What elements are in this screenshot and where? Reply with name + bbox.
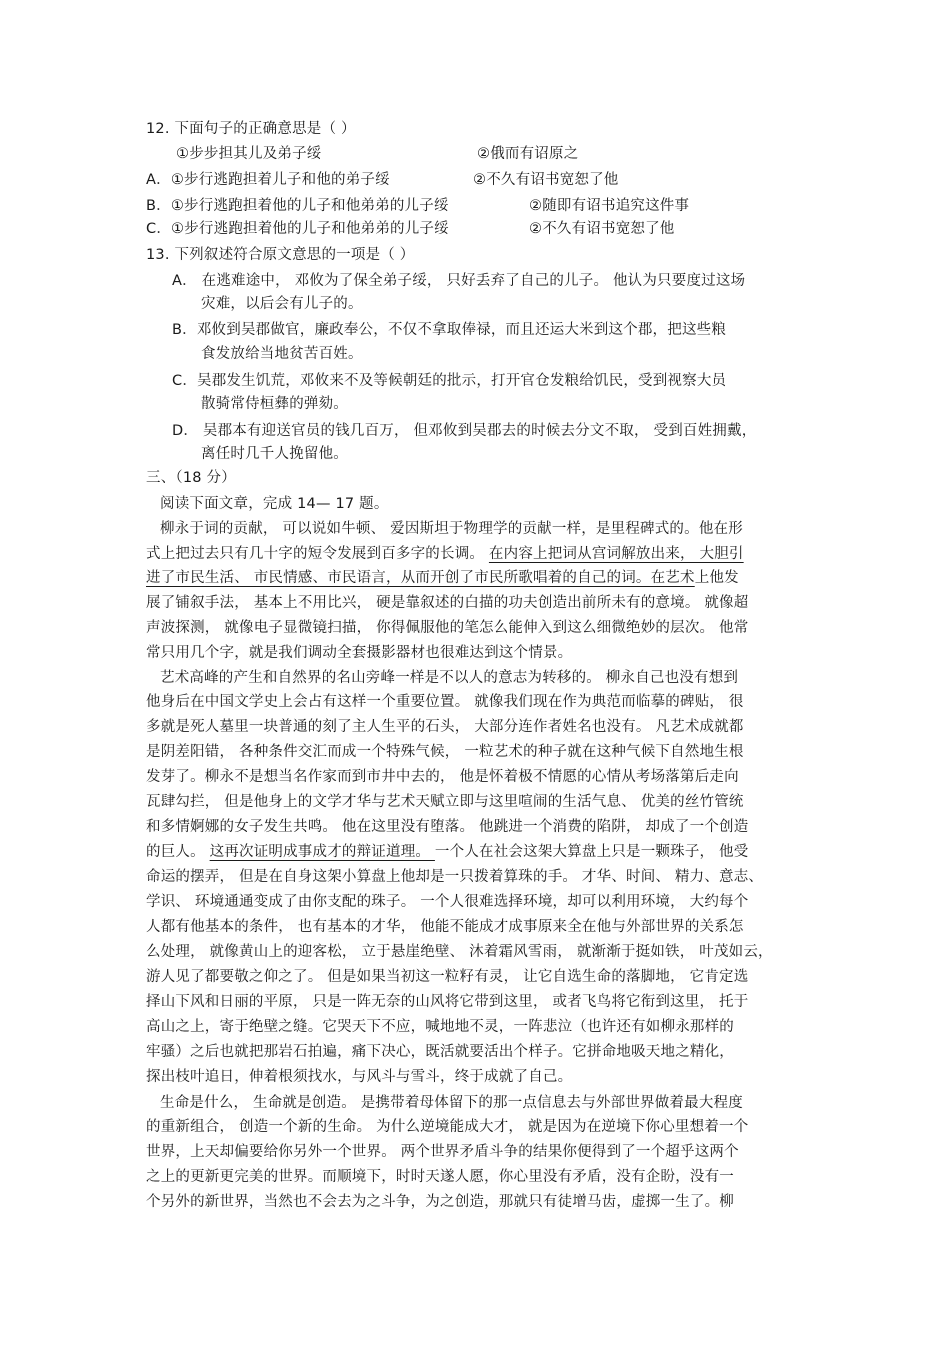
passage-line: 人都有他基本的条件， 也有基本的才华， 他能不能成才成事原来全在他与外部世界的关系怎	[146, 919, 744, 935]
underlined-text: 进了市民生活、 市民情感、市民语言，从而开创了市民所歌唱着的自己的词。在艺术	[146, 570, 695, 586]
passage-line: 学识、 环境通通变成了由你支配的珠子。 一个人很难选择环境，却可以利用环境， 大约每个	[146, 894, 749, 910]
passage-line: 之上的更新更完美的世界。而顺境下，时时天遂人愿，你心里没有矛盾，没有企盼，没有一	[146, 1169, 734, 1185]
q12-sentence-1: ①步步担其儿及弟子绥	[176, 146, 322, 162]
passage-line: 声波探测， 就像电子显微镜扫描， 你得佩服他的笔怎么能伸入到这么细微绝妙的层次。 他常	[146, 620, 749, 636]
passage-line: 多就是死人墓里一块普通的刻了主人生平的石头， 大部分连作者姓名也没有。 凡艺术成就都	[146, 719, 744, 735]
passage-line	[146, 544, 744, 564]
underlined-text: 这再次证明成事成才的辩证道理。	[209, 844, 435, 860]
passage-line: 是阴差阳错， 各种条件交汇而成一个特殊气候， 一粒艺术的种子就在这种气候下自然地生根	[146, 744, 744, 760]
passage-line: 择山下风和日丽的平原， 只是一阵无奈的山风将它带到这里， 或者飞鸟将它衔到这里， 托于	[146, 994, 749, 1010]
underlined-text: 在内容上把词从宫词解放出来， 大胆引	[488, 546, 744, 562]
section-heading: 三、（18 分）	[146, 470, 236, 486]
q13-option-b-1: B．邓攸到吴郡做官，廉政奉公，不仅不拿取俸禄，而且还运大米到这个郡，把这些粮	[172, 322, 727, 338]
passage-line: 常只用几个字，就是我们调动全套摄影器材也很难达到这个情景。	[146, 645, 573, 661]
passage-line	[146, 842, 748, 862]
reading-instruction: 阅读下面文章，完成 14— 17 题。	[160, 496, 389, 512]
passage-text: 上他发	[694, 570, 739, 586]
q12-option-a-2: ②不久有诏书宽恕了他	[473, 172, 619, 188]
passage-line: 世界，上天却偏要给你另外一个世界。 两个世界矛盾斗争的结果你便得到了一个超乎这两个	[146, 1144, 739, 1160]
passage-line	[146, 568, 739, 588]
passage-line: 牢骚）之后也就把那岩石拍遍，痛下决心，既活就要活出个样子。它拼命地吸天地之精化，	[146, 1044, 734, 1060]
q12-option-a-1: A．①步行逃跑担着儿子和他的弟子绥	[146, 172, 390, 188]
passage-line: 高山之上，寄于绝壁之缝。它哭天下不应，喊地地不灵，一阵悲泣（也许还有如柳永那样的	[146, 1019, 734, 1035]
passage-text: 的巨人。	[146, 844, 210, 860]
passage-line: 艺术高峰的产生和自然界的名山旁峰一样是不以人的意志为转移的。 柳永自己也没有想到	[160, 670, 739, 686]
q13-stem: 13. 下列叙述符合原文意思的一项是（ ）	[146, 247, 415, 263]
passage-line: 探出枝叶追日，伸着根须找水，与风斗与雪斗，终于成就了自己。	[146, 1069, 573, 1085]
q12-option-b-1: B．①步行逃跑担着他的儿子和他弟弟的儿子绥	[146, 198, 449, 214]
passage-line: 命运的摆弄， 但是在自身这架小算盘上他却是一只拨着算珠的手。 才华、时间、 精力、意志、	[146, 869, 764, 885]
passage-line: 瓦肆勾拦， 但是他身上的文学才华与艺术天赋立即与这里喧闹的生活气息、 优美的丝竹管统	[146, 794, 744, 810]
q13-option-a-2: 灾难，以后会有儿子的。	[201, 296, 363, 312]
passage-line: 发芽了。柳永不是想当名作家而到市井中去的， 他是怀着极不情愿的心情从考场落第后走向	[146, 769, 739, 785]
q12-option-c-1: C．①步行逃跑担着他的儿子和他弟弟的儿子绥	[146, 221, 449, 237]
q13-option-d-1: D． 吴郡本有迎送官员的钱几百万， 但邓攸到吴郡去的时候去分文不取， 受到百姓拥戴，	[172, 423, 757, 439]
q13-option-d-2: 离任时几千人挽留他。	[201, 446, 348, 462]
q12-option-c-2: ②不久有诏书宽恕了他	[529, 221, 675, 237]
passage-line: 么处理， 就像黄山上的迎客松， 立于悬崖绝壁、 沐着霜风雪雨， 就渐渐于挺如铁， 叶茂如云，	[146, 944, 773, 960]
q13-option-b-2: 食发放给当地贫苦百姓。	[201, 346, 363, 362]
passage-line: 和多情婀娜的女子发生共鸣。 他在这里没有堕落。 他跳进一个消费的陷阱， 却成了一个创造	[146, 819, 749, 835]
passage-line: 柳永于词的贡献， 可以说如牛顿、 爱因斯坦于物理学的贡献一样，是里程碑式的。他在形	[160, 521, 743, 537]
q12-option-b-2: ②随即有诏书追究这件事	[529, 198, 690, 214]
passage-line: 展了铺叙手法， 基本上不用比兴， 硬是靠叙述的白描的功夫创造出前所未有的意境。 就像超	[146, 595, 749, 611]
passage-line: 个另外的新世界，当然也不会去为之斗争，为之创造，那就只有徒增马齿，虚掷一生了。柳	[146, 1194, 734, 1210]
passage-line: 的重新组合， 创造一个新的生命。 为什么逆境能成大才， 就是因为在逆境下你心里想着一个	[146, 1119, 749, 1135]
passage-text: 一个人在社会这架大算盘上只是一颗珠子， 他受	[434, 844, 749, 860]
q13-option-a-1: A． 在逃难途中， 邓攸为了保全弟子绥， 只好丢弃了自己的儿子。 他认为只要度过这场	[172, 273, 746, 289]
passage-line: 他身后在中国文学史上会占有这样一个重要位置。 就像我们现在作为典范而临摹的碑贴， 很	[146, 694, 744, 710]
q12-stem: 12. 下面句子的正确意思是（ ）	[146, 121, 356, 137]
passage-text: 式上把过去只有几十字的短令发展到百多字的长调。	[146, 546, 489, 562]
q13-option-c-1: C．吴郡发生饥荒，邓攸来不及等候朝廷的批示，打开官仓发粮给饥民，受到视察大员	[172, 373, 727, 389]
q13-option-c-2: 散骑常侍桓彝的弹劾。	[201, 396, 348, 412]
q12-sentence-2: ②俄而有诏原之	[477, 146, 579, 162]
passage-line: 游人见了都要敬之仰之了。 但是如果当初这一粒籽有灵， 让它自选生命的落脚地， 它肯定选	[146, 969, 749, 985]
passage-line: 生命是什么， 生命就是创造。 是携带着母体留下的那一点信息去与外部世界做着最大程度	[160, 1095, 743, 1111]
